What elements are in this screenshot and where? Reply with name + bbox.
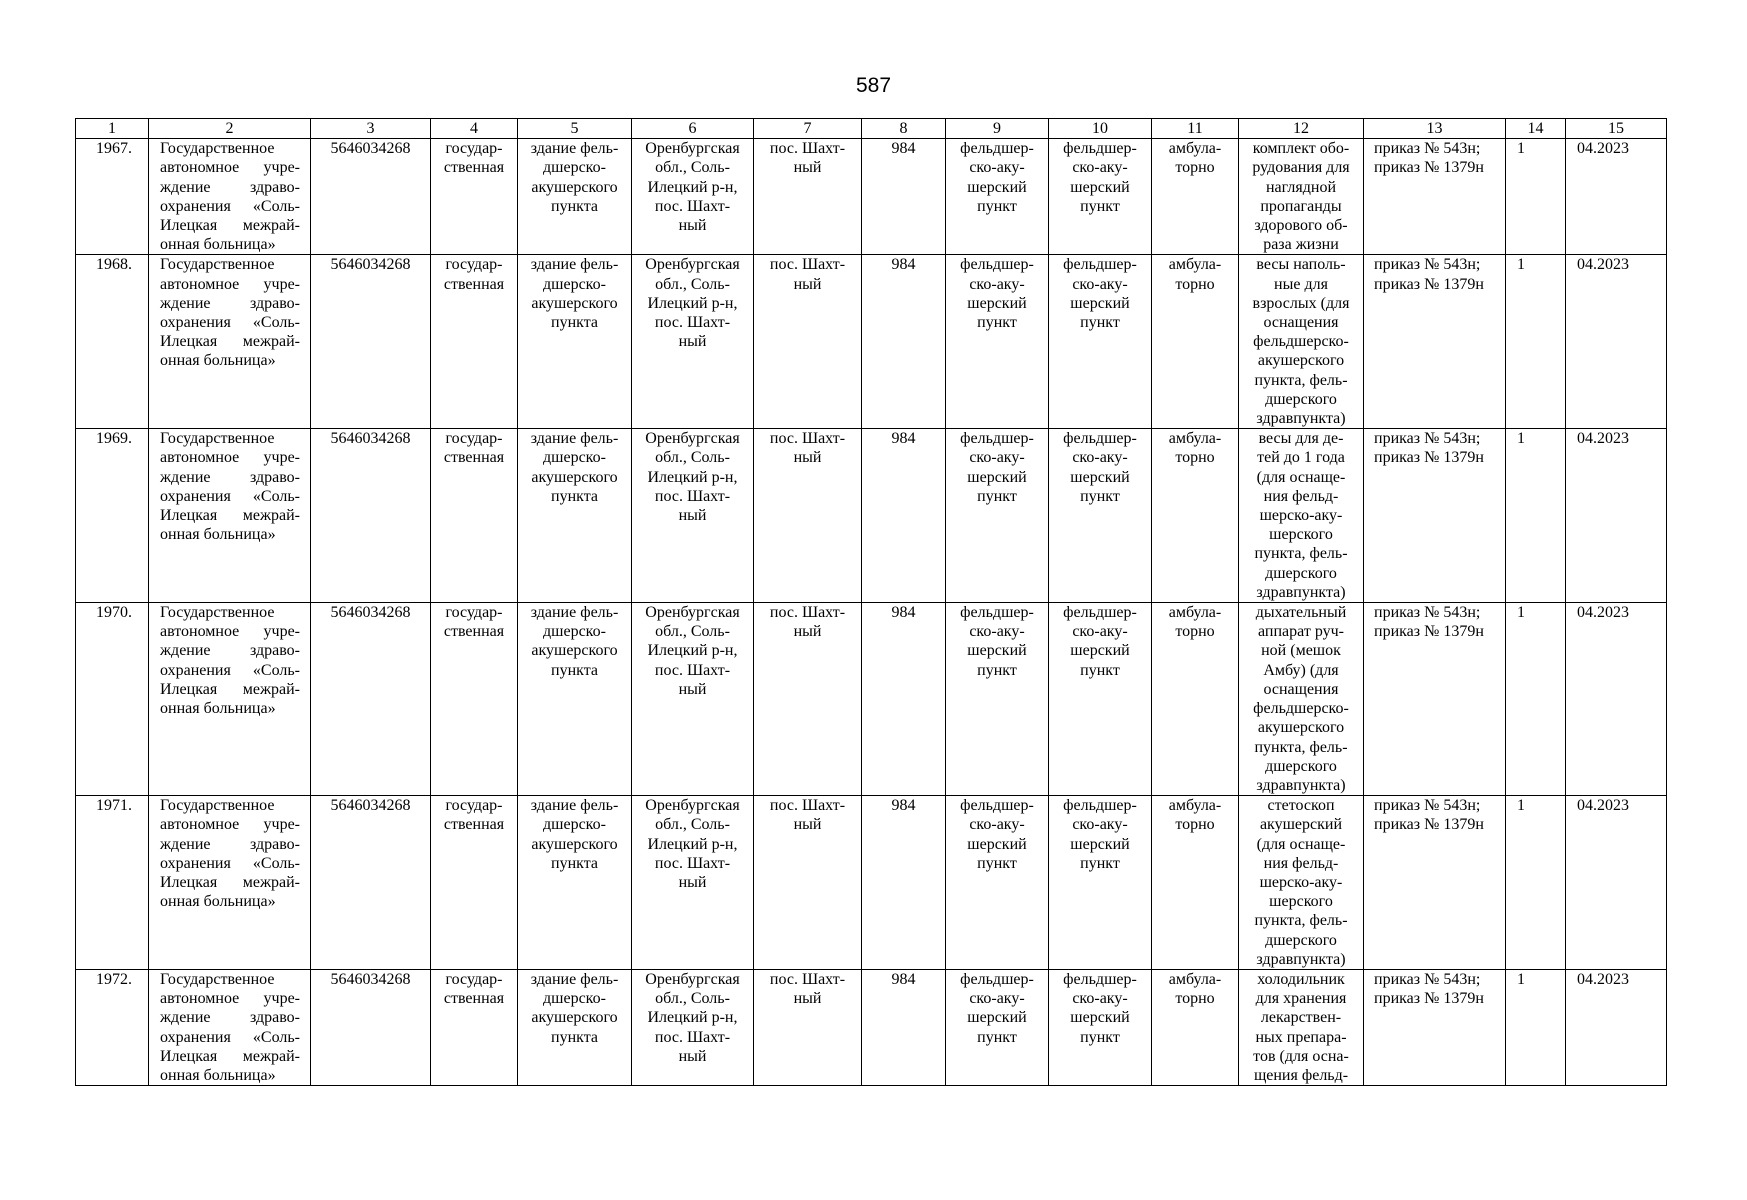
row-number-cell: 1969. xyxy=(76,429,149,603)
column-header: 9 xyxy=(946,119,1049,139)
table-row xyxy=(76,603,1667,796)
quantity-cell: 1 xyxy=(1506,796,1566,970)
building-name-cell: здание фель- дшерско- акушерского пункта xyxy=(518,603,632,796)
organization-name-cell: Государственное автономное учре-ждение здраво-охранения «Соль-Илецкая межрай-онная больница» xyxy=(149,429,311,603)
inn-value-cell: 5646034268 xyxy=(311,603,431,796)
code-value-cell: 984 xyxy=(862,139,946,255)
building-name-cell: здание фель- дшерско- акушерского пункта xyxy=(518,139,632,255)
row-number-cell: 1967. xyxy=(76,139,149,255)
settlement-cell: пос. Шахт- ный xyxy=(754,796,862,970)
code-value-cell: 984 xyxy=(862,603,946,796)
column-header: 6 xyxy=(632,119,754,139)
column-header: 10 xyxy=(1049,119,1152,139)
unit-type-cell: фельдшер- ско-аку- шерский пункт xyxy=(946,429,1049,603)
order-reference-cell: приказ № 543н; приказ № 1379н xyxy=(1364,796,1506,970)
ownership-form-cell: государ- ственная xyxy=(431,139,518,255)
date-value-cell: 04.2023 xyxy=(1566,796,1667,970)
table-row xyxy=(76,969,1667,1085)
settlement-cell: пос. Шахт- ный xyxy=(754,255,862,429)
order-reference-cell: приказ № 543н; приказ № 1379н xyxy=(1364,603,1506,796)
unit-type-cell: фельдшер- ско-аку- шерский пункт xyxy=(946,139,1049,255)
column-header: 13 xyxy=(1364,119,1506,139)
date-value-cell: 04.2023 xyxy=(1566,603,1667,796)
address-cell: Оренбургская обл., Соль- Илецкий р-н, пос. Шахт- ный xyxy=(632,255,754,429)
unit-name-cell: фельдшер- ско-аку- шерский пункт xyxy=(1049,969,1152,1085)
quantity-cell: 1 xyxy=(1506,255,1566,429)
date-value-cell: 04.2023 xyxy=(1566,429,1667,603)
column-header: 8 xyxy=(862,119,946,139)
order-reference-cell: приказ № 543н; приказ № 1379н xyxy=(1364,969,1506,1085)
table-row xyxy=(76,255,1667,429)
code-value-cell: 984 xyxy=(862,429,946,603)
unit-type-cell: фельдшер- ско-аку- шерский пункт xyxy=(946,255,1049,429)
quantity-cell: 1 xyxy=(1506,139,1566,255)
order-reference-cell: приказ № 543н; приказ № 1379н xyxy=(1364,429,1506,603)
care-mode-cell: амбула- торно xyxy=(1152,796,1239,970)
row-number-cell: 1971. xyxy=(76,796,149,970)
order-reference-cell: приказ № 543н; приказ № 1379н xyxy=(1364,139,1506,255)
column-header: 1 xyxy=(76,119,149,139)
organization-name-cell: Государственное автономное учре-ждение здраво-охранения «Соль-Илецкая межрай-онная больница» xyxy=(149,796,311,970)
column-header: 4 xyxy=(431,119,518,139)
quantity-cell: 1 xyxy=(1506,429,1566,603)
quantity-cell: 1 xyxy=(1506,969,1566,1085)
equipment-name-cell: стетоскоп акушерский (для оснаще- ния фельд- шерско-аку- шерского пункта, фель- дшерского здравпункта) xyxy=(1239,796,1364,970)
address-cell: Оренбургская обл., Соль- Илецкий р-н, пос. Шахт- ный xyxy=(632,969,754,1085)
ownership-form-cell: государ- ственная xyxy=(431,796,518,970)
care-mode-cell: амбула- торно xyxy=(1152,255,1239,429)
column-header: 2 xyxy=(149,119,311,139)
settlement-cell: пос. Шахт- ный xyxy=(754,603,862,796)
equipment-name-cell: весы наполь- ные для взрослых (для оснащения фельдшерско- акушерского пункта, фель- дшерского здравпункта) xyxy=(1239,255,1364,429)
inn-value-cell: 5646034268 xyxy=(311,969,431,1085)
ownership-form-cell: государ- ственная xyxy=(431,255,518,429)
date-value-cell: 04.2023 xyxy=(1566,255,1667,429)
building-name-cell: здание фель- дшерско- акушерского пункта xyxy=(518,255,632,429)
settlement-cell: пос. Шахт- ный xyxy=(754,969,862,1085)
registry-table xyxy=(75,118,1667,1086)
page-number: 587 xyxy=(855,74,892,97)
settlement-cell: пос. Шахт- ный xyxy=(754,139,862,255)
building-name-cell: здание фель- дшерско- акушерского пункта xyxy=(518,429,632,603)
equipment-name-cell: весы для де- тей до 1 года (для оснаще- ния фельд- шерско-аку- шерского пункта, фель- дшерского здравпункта) xyxy=(1239,429,1364,603)
care-mode-cell: амбула- торно xyxy=(1152,139,1239,255)
inn-value-cell: 5646034268 xyxy=(311,255,431,429)
unit-name-cell: фельдшер- ско-аку- шерский пункт xyxy=(1049,255,1152,429)
equipment-name-cell: дыхательный аппарат руч- ной (мешок Амбу) (для оснащения фельдшерско- акушерского пункта, фель- дшерского здравпункта) xyxy=(1239,603,1364,796)
unit-type-cell: фельдшер- ско-аку- шерский пункт xyxy=(946,969,1049,1085)
header-row xyxy=(76,119,1667,139)
row-number-cell: 1968. xyxy=(76,255,149,429)
equipment-name-cell: холодильник для хранения лекарствен- ных препара- тов (для осна- щения фельд- xyxy=(1239,969,1364,1085)
unit-name-cell: фельдшер- ско-аку- шерский пункт xyxy=(1049,429,1152,603)
organization-name-cell: Государственное автономное учре-ждение здраво-охранения «Соль-Илецкая межрай-онная больница» xyxy=(149,139,311,255)
date-value-cell: 04.2023 xyxy=(1566,139,1667,255)
address-cell: Оренбургская обл., Соль- Илецкий р-н, пос. Шахт- ный xyxy=(632,796,754,970)
organization-name-cell: Государственное автономное учре-ждение здраво-охранения «Соль-Илецкая межрай-онная больница» xyxy=(149,969,311,1085)
ownership-form-cell: государ- ственная xyxy=(431,603,518,796)
code-value-cell: 984 xyxy=(862,796,946,970)
building-name-cell: здание фель- дшерско- акушерского пункта xyxy=(518,796,632,970)
ownership-form-cell: государ- ственная xyxy=(431,429,518,603)
settlement-cell: пос. Шахт- ный xyxy=(754,429,862,603)
address-cell: Оренбургская обл., Соль- Илецкий р-н, пос. Шахт- ный xyxy=(632,603,754,796)
row-number-cell: 1972. xyxy=(76,969,149,1085)
column-header: 7 xyxy=(754,119,862,139)
unit-type-cell: фельдшер- ско-аку- шерский пункт xyxy=(946,603,1049,796)
column-header: 12 xyxy=(1239,119,1364,139)
order-reference-cell: приказ № 543н; приказ № 1379н xyxy=(1364,255,1506,429)
date-value-cell: 04.2023 xyxy=(1566,969,1667,1085)
table-row xyxy=(76,139,1667,255)
address-cell: Оренбургская обл., Соль- Илецкий р-н, пос. Шахт- ный xyxy=(632,429,754,603)
organization-name-cell: Государственное автономное учре-ждение здраво-охранения «Соль-Илецкая межрай-онная больница» xyxy=(149,255,311,429)
column-header: 5 xyxy=(518,119,632,139)
inn-value-cell: 5646034268 xyxy=(311,429,431,603)
table-row xyxy=(76,796,1667,970)
table-row xyxy=(76,429,1667,603)
column-header: 15 xyxy=(1566,119,1667,139)
unit-type-cell: фельдшер- ско-аку- шерский пункт xyxy=(946,796,1049,970)
column-header: 11 xyxy=(1152,119,1239,139)
inn-value-cell: 5646034268 xyxy=(311,139,431,255)
equipment-name-cell: комплект обо- рудования для наглядной пропаганды здорового об- раза жизни xyxy=(1239,139,1364,255)
unit-name-cell: фельдшер- ско-аку- шерский пункт xyxy=(1049,603,1152,796)
column-header: 14 xyxy=(1506,119,1566,139)
unit-name-cell: фельдшер- ско-аку- шерский пункт xyxy=(1049,796,1152,970)
unit-name-cell: фельдшер- ско-аку- шерский пункт xyxy=(1049,139,1152,255)
ownership-form-cell: государ- ственная xyxy=(431,969,518,1085)
code-value-cell: 984 xyxy=(862,255,946,429)
building-name-cell: здание фель- дшерско- акушерского пункта xyxy=(518,969,632,1085)
care-mode-cell: амбула- торно xyxy=(1152,969,1239,1085)
row-number-cell: 1970. xyxy=(76,603,149,796)
quantity-cell: 1 xyxy=(1506,603,1566,796)
code-value-cell: 984 xyxy=(862,969,946,1085)
column-header: 3 xyxy=(311,119,431,139)
care-mode-cell: амбула- торно xyxy=(1152,603,1239,796)
inn-value-cell: 5646034268 xyxy=(311,796,431,970)
address-cell: Оренбургская обл., Соль- Илецкий р-н, пос. Шахт- ный xyxy=(632,139,754,255)
care-mode-cell: амбула- торно xyxy=(1152,429,1239,603)
organization-name-cell: Государственное автономное учре-ждение здраво-охранения «Соль-Илецкая межрай-онная больница» xyxy=(149,603,311,796)
